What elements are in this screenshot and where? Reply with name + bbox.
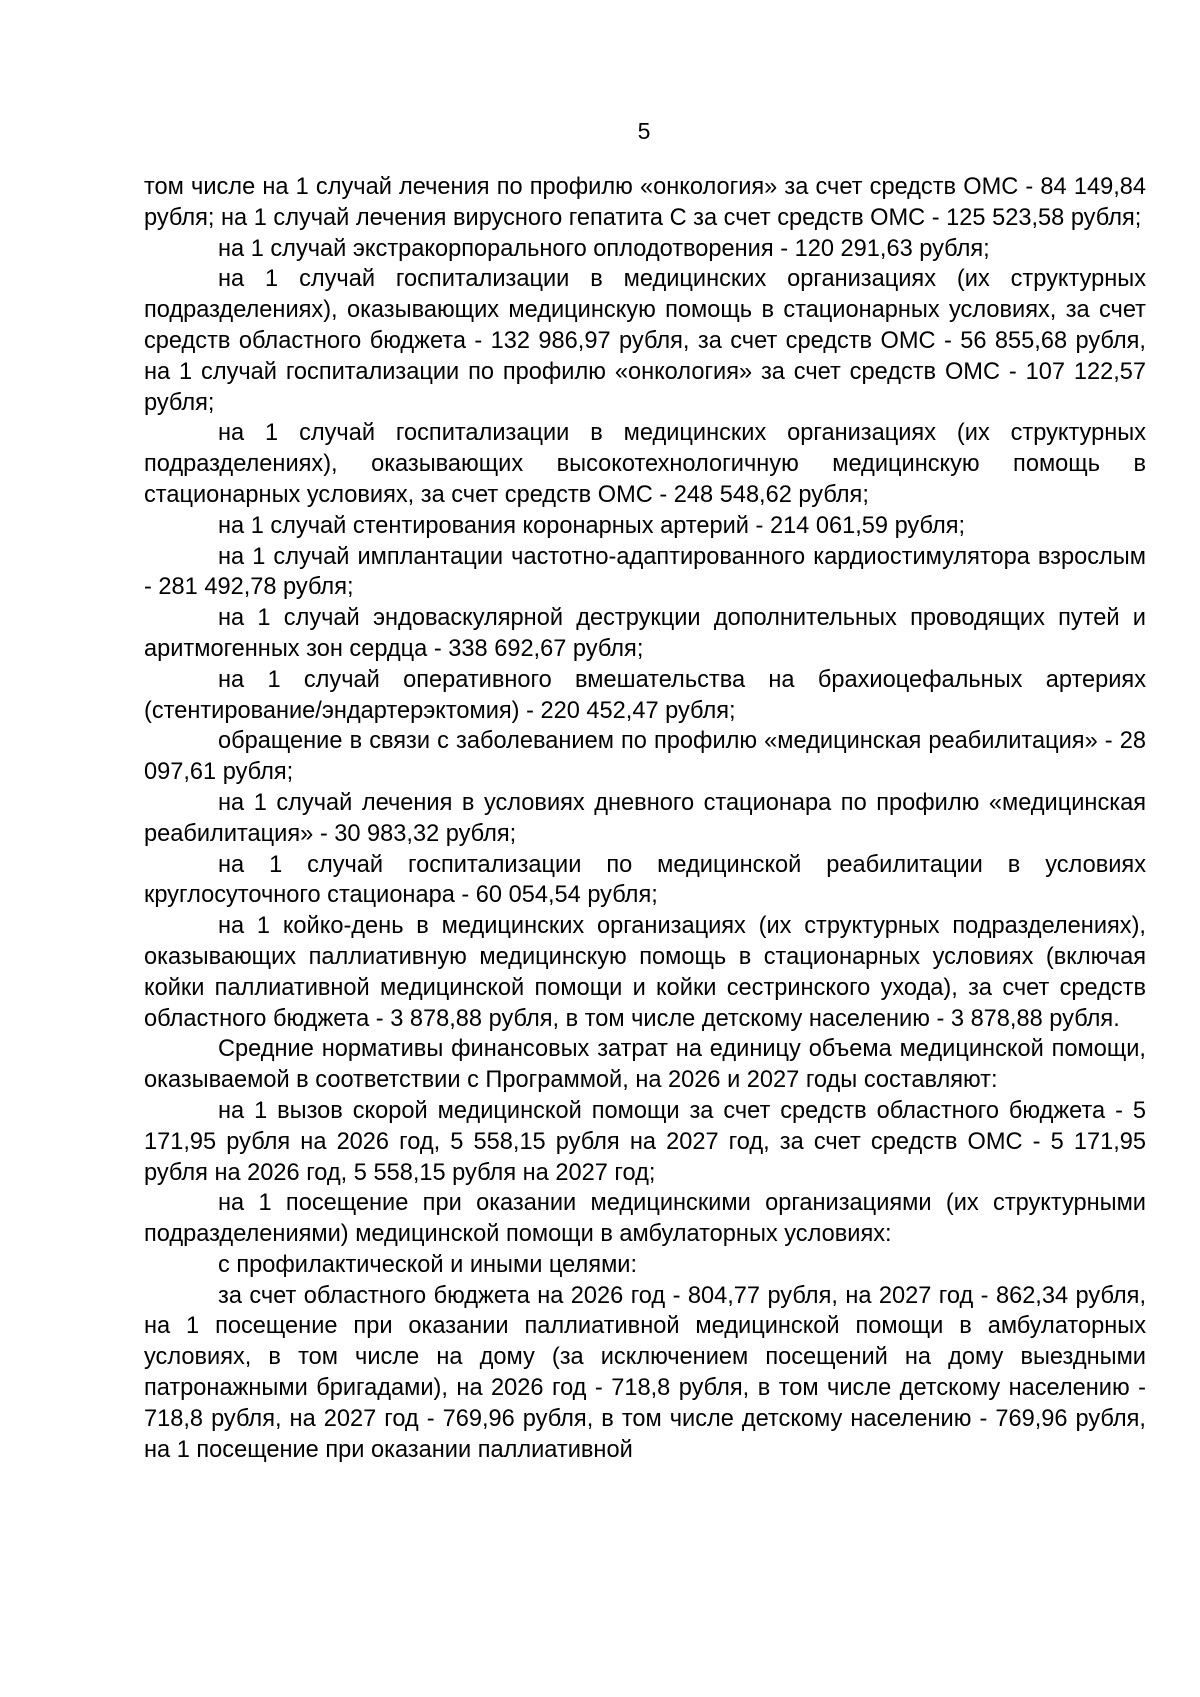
paragraph-preventive-purposes: с профилактической и иными целями: bbox=[218, 1251, 638, 1278]
paragraph-ivf-case: на 1 случай экстракорпорального оплодотворения - 120 291,63 рубля; bbox=[218, 235, 990, 262]
paragraph-outpatient-visit: на 1 посещение при оказании медицинскими организациями (их структурными подразделениями) медицинской помощи в амбулаторных условиях: bbox=[144, 1190, 1146, 1248]
paragraph-average-standards-2026-2027: Средние нормативы финансовых затрат на единицу объема медицинской помощи, оказываемой в соответствии с Программой, на 2026 и 2027 годы составляют: bbox=[144, 1036, 1146, 1094]
paragraph-continuation: том числе на 1 случай лечения по профилю «онкология» за счет средств ОМС - 84 149,84 рубля; на 1 случай лечения вирусного гепатита С за счет средств ОМС - 125 523,58 рубля; bbox=[144, 174, 1146, 231]
paragraph-hospitalization-case: на 1 случай госпитализации в медицинских организациях (их структурных подразделениях), оказывающих медицинскую помощь в стационарных условиях, за счет средств областного бюджета - 132 986,97 рубля, за счет средств ОМС - 56 855,68 рубля, на 1 случай госпитализации по профилю «онкология» за счет средств ОМС - 107 122,57 рубля; bbox=[144, 266, 1146, 416]
paragraph-brachiocephalic-surgery: на 1 случай оперативного вмешательства на брахиоцефальных артериях (стентирование/эндартерэктомия) - 220 452,47 рубля; bbox=[144, 666, 1146, 724]
paragraph-round-the-clock-rehabilitation: на 1 случай госпитализации по медицинской реабилитации в условиях круглосуточного стационара - 60 054,54 рубля; bbox=[144, 851, 1146, 909]
paragraph-rehabilitation-visit: обращение в связи с заболеванием по профилю «медицинская реабилитация» - 28 097,61 рубля; bbox=[144, 728, 1146, 786]
paragraph-coronary-stenting: на 1 случай стентирования коронарных артерий - 214 061,59 рубля; bbox=[218, 512, 966, 539]
paragraph-regional-budget-visits: за счет областного бюджета на 2026 год - 804,77 рубля, на 2027 год - 862,34 рубля, на 1 посещение при оказании паллиативной медицинской помощи в амбулаторных условиях, в том числе на дому (за исключением посещений на дому выездными патронажными бригадами), на 2026 год - 718,8 рубля, в том числе детскому населению - 718,8 рубля, на 2027 год - 769,96 рубля, в том числе детскому населению - 769,96 рубля, на 1 посещение при оказании паллиативной bbox=[144, 1282, 1146, 1463]
paragraph-pacemaker-implantation: на 1 случай имплантации частотно-адаптированного кардиостимулятора взрослым - 281 492,78 рубля; bbox=[144, 543, 1146, 601]
document-body bbox=[144, 172, 1146, 1465]
paragraph-endovascular-destruction: на 1 случай эндоваскулярной деструкции дополнительных проводящих путей и аритмогенных зон сердца - 338 692,67 рубля; bbox=[144, 605, 1146, 662]
page-number: 5 bbox=[637, 118, 651, 144]
paragraph-ambulance-call: на 1 вызов скорой медицинской помощи за счет средств областного бюджета - 5 171,95 рубля на 2026 год, 5 558,15 рубля на 2027 год, за счет средств ОМС - 5 171,95 рубля на 2026 год, 5 558,15 рубля на 2027 год; bbox=[144, 1097, 1146, 1186]
paragraph-palliative-bed-day: на 1 койко-день в медицинских организациях (их структурных подразделениях), оказывающих паллиативную медицинскую помощь в стационарных условиях (включая койки паллиативной медицинской помощи и койки сестринского ухода), за счет средств областного бюджета - 3 878,88 рубля, в том числе детскому населению - 3 878,88 рубля. bbox=[144, 913, 1146, 1032]
paragraph-day-hospital-rehabilitation: на 1 случай лечения в условиях дневного стационара по профилю «медицинская реабилитация» - 30 983,32 рубля; bbox=[144, 789, 1146, 847]
paragraph-high-tech-hospitalization: на 1 случай госпитализации в медицинских организациях (их структурных подразделениях), оказывающих высокотехнологичную медицинскую помощь в стационарных условиях, за счет средств ОМС - 248 548,62 рубля; bbox=[144, 420, 1146, 508]
